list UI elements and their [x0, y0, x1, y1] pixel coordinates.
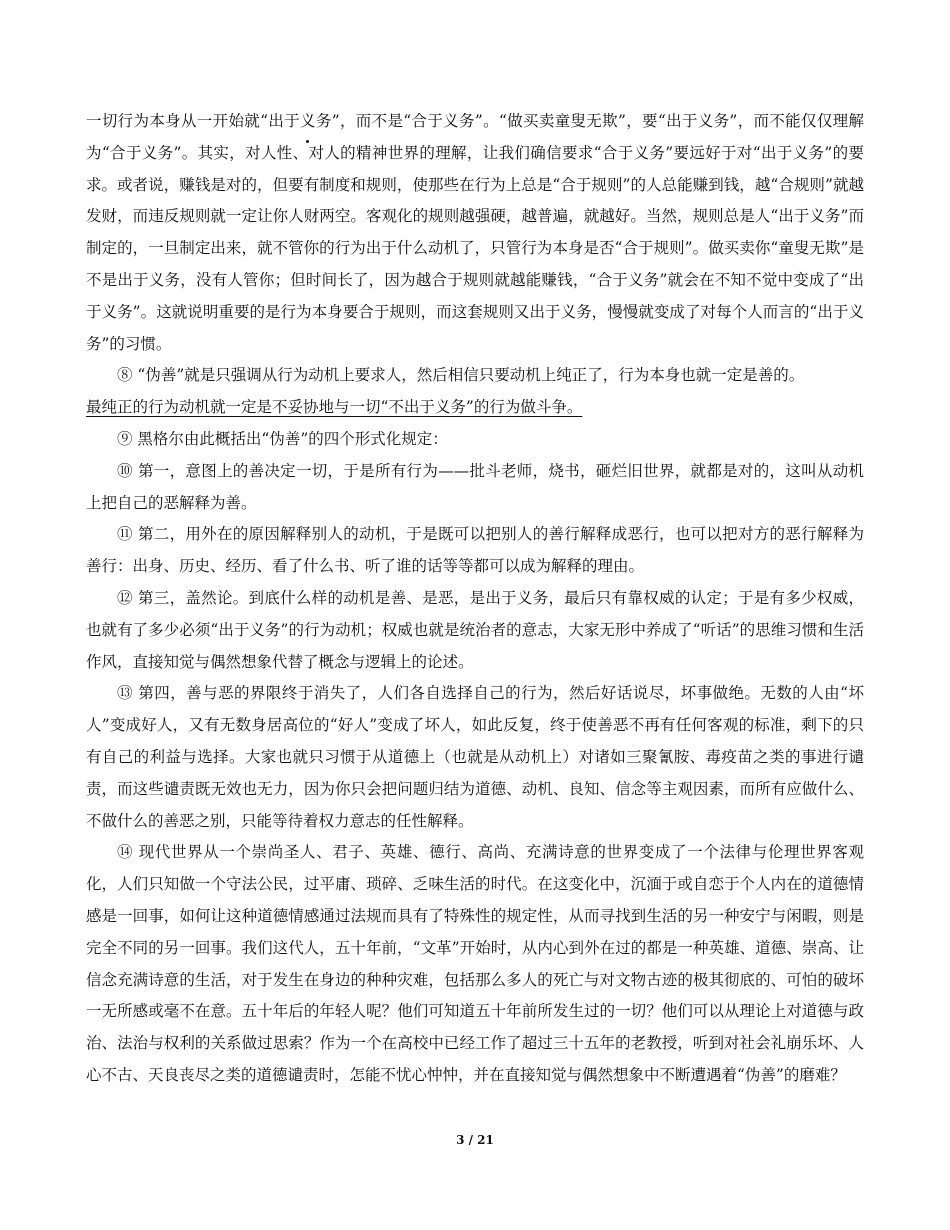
paragraph-11: ⑪ 第二，用外在的原因解释别人的动机，于是既可以把别人的善行解释成恶行，也可以把对方的恶行解释为善行：出身、历史、经历、看了什么书、听了谁的话等等都可以成为解释的理由。: [86, 525, 864, 576]
paragraph-13: ⑬ 第四，善与恶的界限终于消失了，人们各自选择自己的行为，然后好话说尽，坏事做绝。无数的人由“坏人”变成好人，又有无数身居高位的“好人”变成了坏人，如此反复，终于使善恶不再有任何客观的标准，剩下的只有自己的利益与选择。大家也就只习惯于从道德上（也就是从动机上）对诸如三聚氰胺、毒疫苗之类的事进行谴责，而这些谴责既无效也无力，因为你只会把问题归结为道德、动机、良知、信念等主观因素，而所有应做什么、不做什么的善恶之别，只能等待着权力意志的任性解释。: [86, 684, 864, 830]
paragraph-9: ⑨ 黑格尔由此概括出“伪善”的四个形式化规定：: [117, 429, 448, 448]
paragraph-10: ⑩ 第一，意图上的善决定一切，于是所有行为——批斗老师，烧书，砸烂旧世界，就都是对的，这叫从动机上把自己的恶解释为善。: [86, 461, 864, 512]
paragraph-8-text: ⑧ “伪善”就是只强调从行为动机上要求人，然后相信只要动机上纯正了，行为本身也就一定是善的。: [117, 366, 805, 385]
paragraph-continued-text-a: 一切行为本身从一开始就“出于: [86, 112, 301, 130]
page-number: 3 / 21: [456, 1133, 494, 1147]
paragraph-continued-text-b: 务”，而不是“合于义务”。“做买卖童叟无欺”，要“出于义务”，而不能仅仅理解为“合于义务”。其实，对人性、对人的精神世界的理解，让我们确信要求“合于义务”要远好于对“出于义务”的要求。或者说，赚钱是对的，但要有制度和规则，使那些在行为上总是“合于规则”的人总能赚到钱，越“合规则”就越发财，而违反规则就一定让你人财两空。客观化的规则越强硬，越普遍，就越好。当然，规则总是人“出于义务”而制定的，一旦制定出来，就不管你的行为出于什么动机了，只管行为本身是否“合于规则”。做买卖你“童叟无欺”是不是出于义务，没有人管你；但时间长了，因为越合于规则就越能赚钱，“合于义务”就会在不知不觉中变成了“出于义务”。这就说明重要的是行为本身要合于规则，而这套规则又出于义务，慢慢就变成了对每个人而言的“出于义务”的习惯。: [86, 112, 864, 353]
paragraph-14: ⑭ 现代世界从一个崇尚圣人、君子、英雄、德行、高尚、充满诗意的世界变成了一个法律与伦理世界客观化，人们只知做一个守法公民，过平庸、琐碎、乏味生活的时代。在这变化中，沉湎于或自恋于个人内在的道德情感是一回事，如何让这种道德情感通过法规而具有了特殊性的规定性，从而寻找到生活的另一种安宁与闲暇，则是完全不同的另一回事。我们这代人，五十年前，“文革”开始时，从内心到外在过的都是一种英雄、道德、崇高、让信念充满诗意的生活，对于发生在身边的种种灾难，包括那么多人的死亡与对文物古迹的极其彻底的、可怕的破坏一无所感或毫不在意。五十年后的年轻人呢？他们可知道五十年前所发生过的一切？他们可以从理论上对道德与政治、法治与权利的关系做过思索？作为一个在高校中已经工作了超过三十五年的老教授，听到对社会礼崩乐坏、人心不古、天良丧尽之类的道德谴责时，怎能不忧心忡忡，并在直接知觉与偶然想象中不断遭遇着“伪善”的磨难？: [86, 843, 864, 1084]
paragraph-continued: [86, 106, 864, 360]
paragraph-8-underlined-sentence: 最纯正的行为动机就一定是不妥协地与一切“不出于义务”的行为做斗争。: [86, 398, 583, 417]
paragraph-12: ⑫ 第三，盖然论。到底什么样的动机是善、是恶，是出于义务，最后只有靠权威的认定；于是有多少权威，也就有了多少必须“出于义务”的行为动机；权威也就是统治者的意志，大家无形中养成了“听话”的思维习惯和生活作风，直接知觉与偶然想象代替了概念与逻辑上的论述。: [86, 588, 864, 671]
paragraph-8: [86, 360, 864, 424]
document-body: [86, 106, 864, 1092]
emphasis-dot-char: 义: [300, 106, 316, 138]
